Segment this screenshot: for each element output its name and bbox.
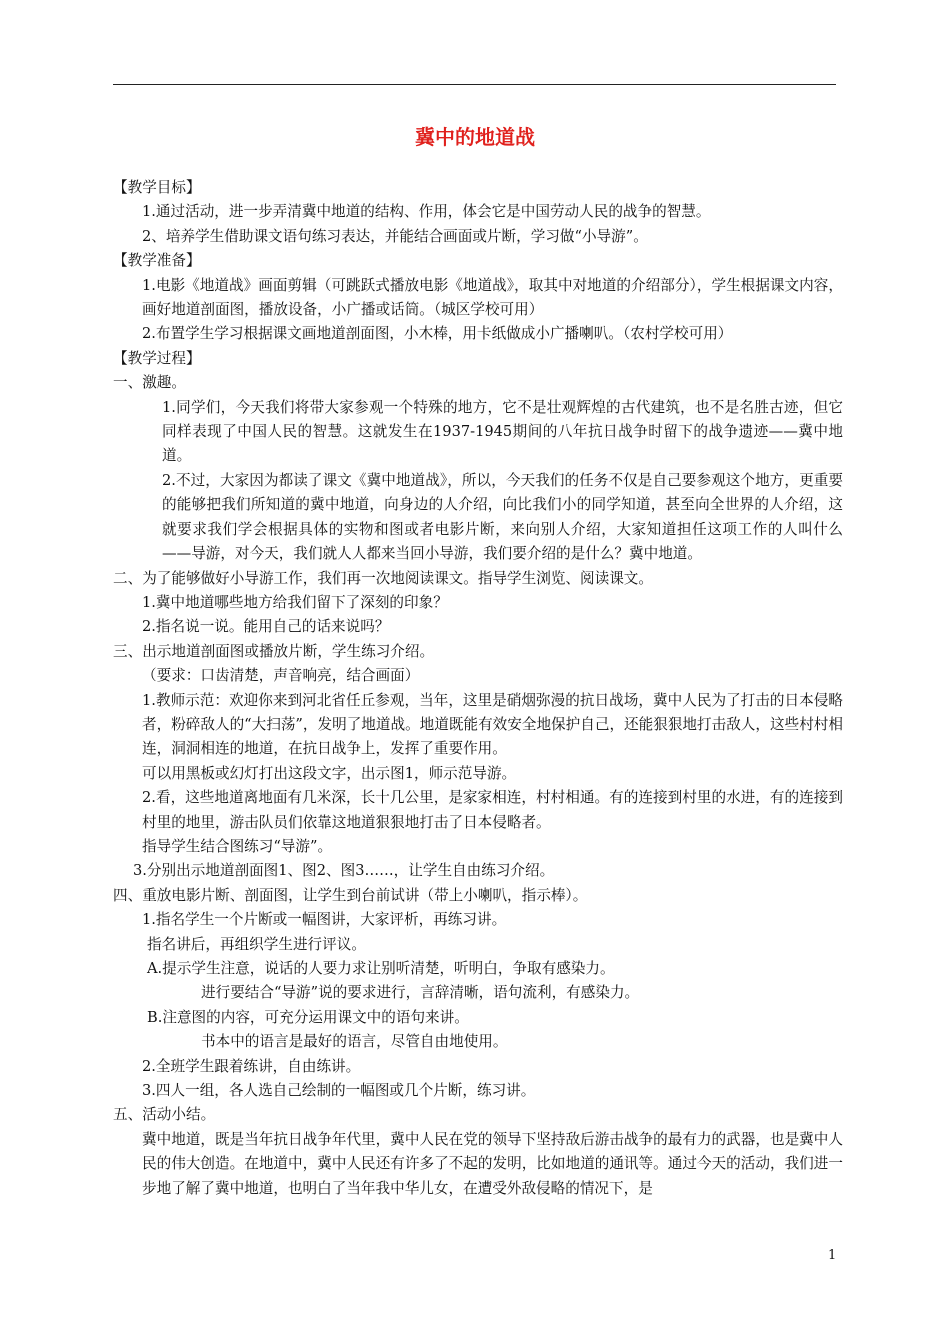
body-paragraph: 可以用黑板或幻灯打出这段文字，出示图1，师示范导游。: [142, 764, 517, 782]
body-paragraph: 1.教师示范：欢迎你来到河北省任丘参观，当年，这里是硝烟弥漫的抗日战场，冀中人民为了打击的日本侵略者，粉碎敌人的“大扫荡”，发明了地道战。地道既能有效安全地保护自己，还能狠狠地打击敌人，这些村村相连，洞洞相连的地道，在抗日战争上，发挥了重要作用。: [142, 691, 843, 758]
section-heading: 【教学准备】: [113, 252, 201, 270]
body-paragraph: 冀中地道，既是当年抗日战争年代里，冀中人民在党的领导下坚持敌后游击战争的最有力的武器，也是冀中人民的伟大创造。在地道中，冀中人民还有许多了不起的发明，比如地道的通讯等。通过今天的活动，我们进一步地了解了冀中地道，也明白了当年我中华儿女，在遭受外敌侵略的情况下，是: [142, 1130, 843, 1197]
body-paragraph: 指导学生结合图练习“导游”。: [142, 837, 333, 855]
body-paragraph: 1.通过活动，进一步弄清冀中地道的结构、作用，体会它是中国劳动人民的战争的智慧。: [142, 203, 711, 221]
body-paragraph: 1.冀中地道哪些地方给我们留下了深刻的印象？: [142, 593, 448, 611]
section-heading: 一、激趣。: [113, 374, 186, 392]
document-title: 冀中的地道战: [415, 125, 535, 149]
body-paragraph: 书本中的语言是最好的语言，尽管自由地使用。: [201, 1033, 508, 1051]
section-heading: 五、活动小结。: [113, 1106, 216, 1124]
section-heading: 二、为了能够做好小导游工作，我们再一次地阅读课文。指导学生浏览、阅读课文。: [113, 569, 653, 587]
page-number: 1: [828, 1248, 837, 1263]
body-paragraph: 1.电影《地道战》画面剪辑（可跳跃式播放电影《地道战》，取其中对地道的介绍部分），学生根据课文内容，画好地道剖面图，播放设备，小广播或话筒。（城区学校可用）: [142, 276, 843, 319]
body-paragraph: B.注意图的内容，可充分运用课文中的语句来讲。: [147, 1008, 469, 1026]
body-paragraph: 2.看，这些地道离地面有几米深，长十几公里，是家家相连，村村相通。有的连接到村里的水进，有的连接到村里的地里，游击队员们依靠这地道狠狠地打击了日本侵略者。: [142, 789, 843, 831]
body-paragraph: 进行要结合“导游”说的要求进行，言辞清晰，语句流利，有感染力。: [201, 984, 640, 1002]
body-paragraph: 3.分别出示地道剖面图1、图2、图3……，让学生自由练习介绍。: [133, 862, 555, 880]
body-paragraph: （要求：口齿清楚，声音响亮，结合画面）: [142, 667, 420, 685]
body-paragraph: 2.布置学生学习根据课文画地道剖面图，小木棒，用卡纸做成小广播喇叭。（农村学校可用）: [142, 325, 733, 343]
document-body: [113, 176, 843, 1201]
section-heading: 三、出示地道剖面图或播放片断，学生练习介绍。: [113, 642, 435, 660]
body-paragraph: A.提示学生注意，说话的人要力求让别听清楚，听明白，争取有感染力。: [147, 960, 615, 977]
section-heading: 【教学目标】: [113, 179, 201, 196]
section-heading: 【教学过程】: [113, 349, 201, 367]
body-paragraph: 1.指名学生一个片断或一幅图讲，大家评析，再练习讲。: [142, 911, 507, 929]
body-paragraph: 2.指名说一说。能用自己的话来说吗？: [142, 618, 390, 636]
body-paragraph: 2、培养学生借助课文语句练习表达，并能结合画面或片断，学习做“小导游”。: [142, 227, 648, 245]
body-paragraph: 2.不过，大家因为都读了课文《冀中地道战》，所以，今天我们的任务不仅是自己要参观这个地方，更重要的能够把我们所知道的冀中地道，向身边的人介绍，向比我们小的同学知道，甚至向全世界的人介绍，这就要求我们学会根据具体的实物和图或者电影片断，来向别人介绍，大家知道担任这项工作的人叫什么——导游，对今天，我们就人人都来当回小导游，我们要介绍的是什么？冀中地道。: [162, 471, 843, 563]
body-paragraph: 指名讲后，再组织学生进行评议。: [147, 935, 366, 953]
section-heading: 四、重放电影片断、剖面图，让学生到台前试讲（带上小喇叭，指示棒）。: [113, 886, 588, 904]
body-paragraph: 1.同学们，今天我们将带大家参观一个特殊的地方，它不是壮观辉煌的古代建筑，也不是名胜古迹，但它同样表现了中国人民的智慧。这就发生在1937-1945期间的八年抗日战争时留下的战争遗迹——冀中地道。: [162, 398, 843, 465]
body-paragraph: 2.全班学生跟着练讲，自由练讲。: [142, 1057, 361, 1075]
header-rule: [113, 84, 836, 85]
body-paragraph: 3.四人一组，各人选自己绘制的一幅图或几个片断，练习讲。: [142, 1082, 536, 1100]
